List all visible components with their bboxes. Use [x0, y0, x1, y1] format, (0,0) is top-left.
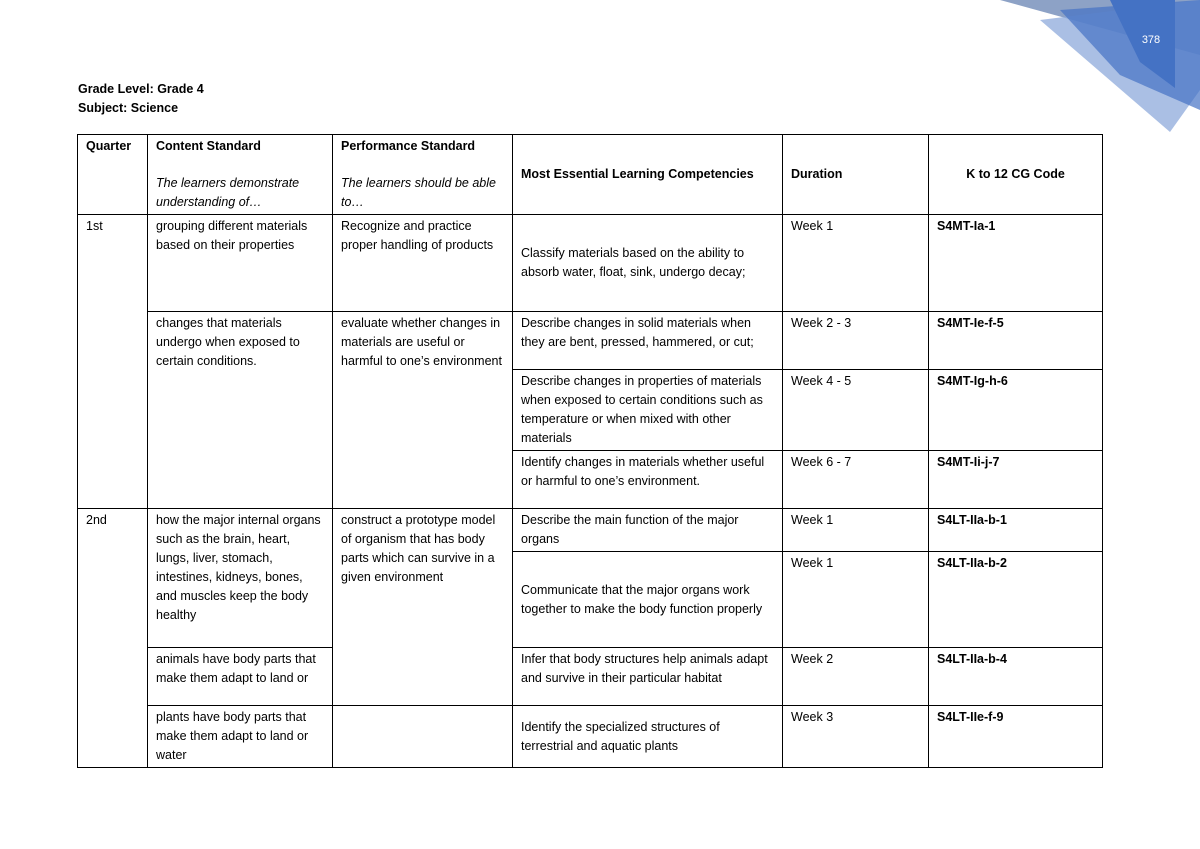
duration-cell: Week 4 - 5	[783, 370, 929, 451]
table-row	[78, 312, 1103, 370]
duration-cell: Week 6 - 7	[783, 451, 929, 509]
melc-cell: Infer that body structures help animals adapt and survive in their particular habitat	[513, 648, 783, 706]
curriculum-table	[77, 134, 1103, 768]
content-standard-subtitle: The learners demonstrate understanding of…	[156, 176, 300, 209]
table-row	[78, 215, 1103, 312]
performance-standard-cell: evaluate whether changes in materials are useful or harmful to one’s environment	[333, 312, 513, 509]
header-content-standard: Content Standard The learners demonstrate understanding of…	[148, 135, 333, 215]
grade-level: Grade Level: Grade 4	[78, 82, 204, 96]
corner-decoration	[1000, 0, 1200, 140]
code-cell: S4LT-IIa-b-4	[929, 648, 1103, 706]
melc-cell: Describe changes in solid materials when they are bent, pressed, hammered, or cut;	[513, 312, 783, 370]
code-cell: S4MT-Ig-h-6	[929, 370, 1103, 451]
melc-cell: Describe changes in properties of materials when exposed to certain conditions such as temperature or when mixed with other materials	[513, 370, 783, 451]
duration-cell: Week 1	[783, 215, 929, 312]
melc-cell: Identify the specialized structures of terrestrial and aquatic plants	[513, 706, 783, 768]
header-performance-standard: Performance Standard The learners should be able to…	[333, 135, 513, 215]
code-cell: S4MT-Ii-j-7	[929, 451, 1103, 509]
header-melc: Most Essential Learning Competencies	[513, 135, 783, 215]
code-cell: S4LT-IIa-b-2	[929, 552, 1103, 648]
code-cell: S4MT-Ie-f-5	[929, 312, 1103, 370]
quarter-cell: 1st	[78, 215, 148, 509]
page-number: 378	[1141, 34, 1161, 46]
code-cell: S4LT-IIe-f-9	[929, 706, 1103, 768]
content-standard-cell: grouping different materials based on their properties	[148, 215, 333, 312]
subject: Subject: Science	[78, 101, 179, 115]
melc-cell: Communicate that the major organs work together to make the body function properly	[513, 552, 783, 648]
code-cell: S4MT-Ia-1	[929, 215, 1103, 312]
performance-standard-subtitle: The learners should be able to…	[341, 176, 496, 209]
code-cell: S4LT-IIa-b-1	[929, 509, 1103, 552]
melc-cell: Identify changes in materials whether useful or harmful to one’s environment.	[513, 451, 783, 509]
header-duration: Duration	[783, 135, 929, 215]
duration-cell: Week 1	[783, 552, 929, 648]
content-standard-cell: animals have body parts that make them adapt to land or	[148, 648, 333, 706]
header-quarter: Quarter	[78, 135, 148, 215]
content-standard-cell: changes that materials undergo when exposed to certain conditions.	[148, 312, 333, 509]
table-row	[78, 509, 1103, 552]
quarter-cell: 2nd	[78, 509, 148, 768]
table-row	[78, 706, 1103, 768]
melc-cell: Describe the main function of the major organs	[513, 509, 783, 552]
table-header-row	[78, 135, 1103, 215]
content-standard-cell: plants have body parts that make them adapt to land or water	[148, 706, 333, 768]
performance-standard-cell	[333, 706, 513, 768]
document-header	[78, 80, 204, 118]
duration-cell: Week 1	[783, 509, 929, 552]
duration-cell: Week 2 - 3	[783, 312, 929, 370]
performance-standard-cell: construct a prototype model of organism that has body parts which can survive in a given environment	[333, 509, 513, 706]
content-standard-cell: how the major internal organs such as the brain, heart, lungs, liver, stomach, intestines, kidneys, bones, and muscles keep the body healthy	[148, 509, 333, 648]
performance-standard-cell: Recognize and practice proper handling of products	[333, 215, 513, 312]
melc-cell: Classify materials based on the ability to absorb water, float, sink, undergo decay;	[513, 215, 783, 312]
table-row	[78, 648, 1103, 706]
duration-cell: Week 2	[783, 648, 929, 706]
header-code: K to 12 CG Code	[929, 135, 1103, 215]
duration-cell: Week 3	[783, 706, 929, 768]
